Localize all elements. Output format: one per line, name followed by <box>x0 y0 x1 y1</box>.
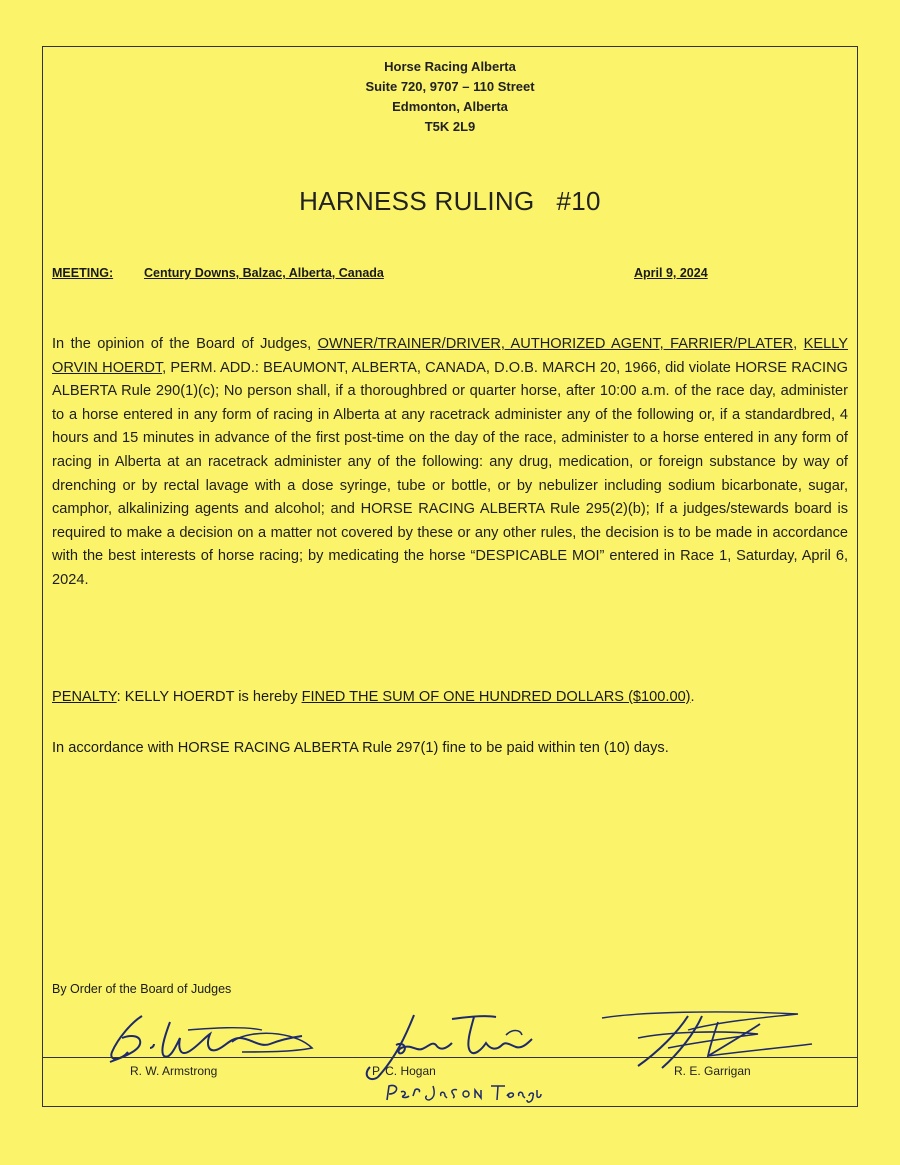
signature-line <box>42 1057 858 1058</box>
ruling-body <box>52 333 848 593</box>
by-order-label: By Order of the Board of Judges <box>52 982 232 996</box>
penalty-label: PENALTY <box>52 689 117 705</box>
penalty-line <box>52 686 848 708</box>
org-address-line1: Suite 720, 9707 – 110 Street <box>365 79 535 94</box>
ruling-title <box>0 186 900 217</box>
org-name: Horse Racing Alberta <box>384 59 516 74</box>
body-rest: , PERM. ADD.: BEAUMONT, ALBERTA, CANADA, D.O.B. MARCH 20, 1966, did violate HORSE RACING ALBERTA Rule 290(1)(c); No person shall, if a thoroughbred or quarter horse, after 10:00 a.m. of the race day, administer to a horse entered in any form of racing in Alberta at any racetrack administer any of the following or, if a standardbred, 4 hours and 15 minutes in advance of the first post-time on the day of the race, administer to a horse entered in any form of racing in Alberta at an racetrack administer any of the following: any drug, medication, or foreign substance by way of drenching or by rectal lavage with a dose syringe, tube or bottle, or by nebulizer including sodium bicarbonate, sugar, camphor, alkalinizing agents and alcohol; and HORSE RACING ALBERTA Rule 295(2)(b); If a judges/stewards board is required to make a decision on a matter not covered by these or any other rules, the decision is to be made in accordance with the best interests of horse racing; by medicating the horse “DESPICABLE MOI” entered in Race 1, Saturday, April 6, 2024. <box>52 359 848 588</box>
meeting-date: April 9, 2024 <box>634 266 708 280</box>
penalty-text: KELLY HOERDT is hereby <box>120 689 302 705</box>
penalty-fine: FINED THE SUM OF ONE HUNDRED DOLLARS ($100.00) <box>301 689 691 705</box>
per-jason-teague-handwritten-note <box>383 1078 543 1106</box>
signer-name-hogan: P. C. Hogan <box>372 1064 436 1078</box>
meeting-label: MEETING: <box>52 266 114 280</box>
organization-header <box>0 57 900 137</box>
body-person-name: KELLY ORVIN HOERDT <box>52 336 849 376</box>
org-address-line2: Edmonton, Alberta <box>392 99 508 114</box>
body-separator: , <box>793 336 798 352</box>
signature-armstrong <box>92 1008 322 1070</box>
meeting-location: Century Downs, Balzac, Alberta, Canada <box>144 266 384 280</box>
body-roles: OWNER/TRAINER/DRIVER, AUTHORIZED AGENT, FARRIER/PLATER <box>317 336 794 352</box>
ruling-title-text: HARNESS RULING <box>299 186 535 216</box>
org-postal-code: T5K 2L9 <box>424 119 476 134</box>
penalty-end: . <box>690 689 695 705</box>
body-intro: In the opinion of the Board of Judges, <box>52 336 312 352</box>
accordance-line: In accordance with HORSE RACING ALBERTA Rule 297(1) fine to be paid within ten (10) days. <box>52 740 669 756</box>
penalty-colon: : <box>116 689 121 705</box>
ruling-number: #10 <box>556 186 601 216</box>
signer-name-armstrong: R. W. Armstrong <box>130 1064 218 1078</box>
signer-name-garrigan: R. E. Garrigan <box>674 1064 751 1078</box>
